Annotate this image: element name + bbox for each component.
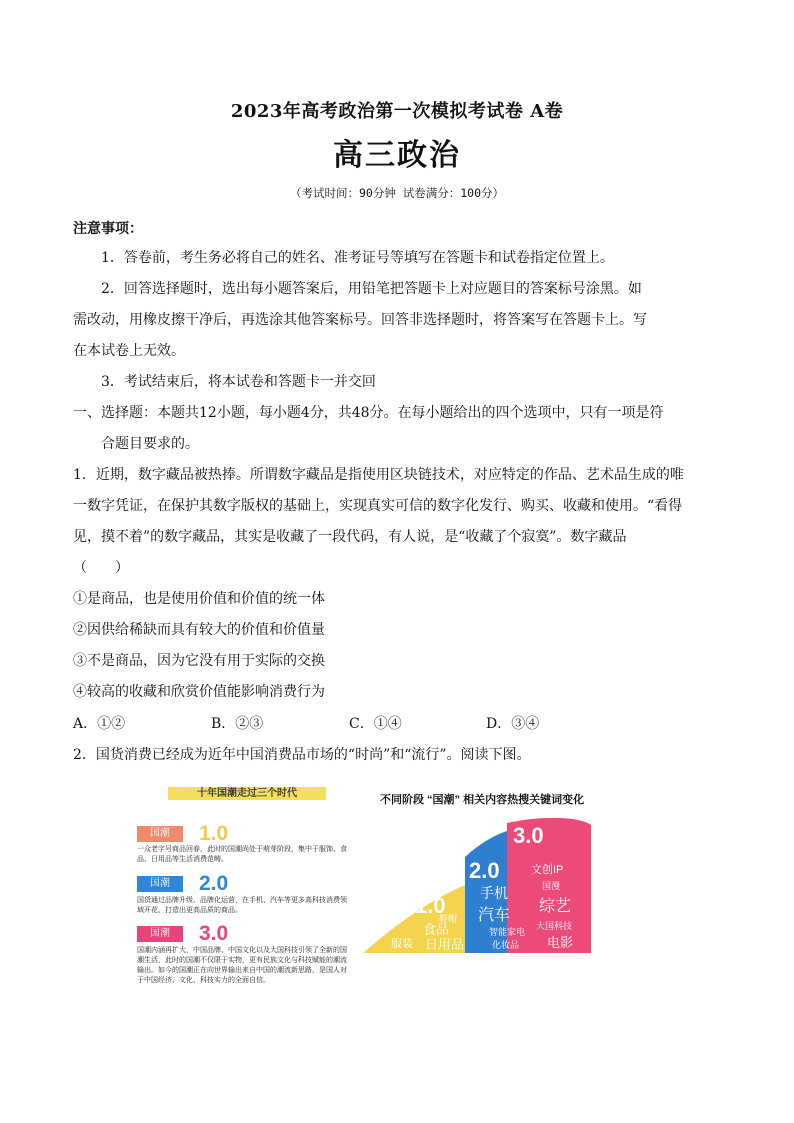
exam-info: （考试时间：90分钟 试卷满分：100分） [289,186,505,200]
q1-option-c: C．①④ [349,716,402,732]
keyword-stage-chart [355,805,600,957]
stage-2-keyword-3: 智能家电 [489,927,526,937]
stage-2-version: 2.0 [469,858,500,883]
q1-statement-3: ③不是商品，因为它没有用于实际的交换 [73,653,325,669]
stage-1-keyword-3: 服装 [391,938,413,950]
stage-1-keyword-2: 食品 [423,922,450,937]
era-2-description: 国货通过品牌升级、品牌化运营，在手机、汽车等更多高科技消费领域开花，打造出更高品质的商品。 [137,897,347,914]
stage-2-keyword-1: 手机 [480,885,508,901]
era-3-tag: 国潮 [137,926,183,942]
stage-3-keyword-5: 电影 [547,935,574,950]
exam-title: 2023年高考政治第一次模拟考试卷 A卷 [230,101,564,122]
era-3-description: 国潮内涵再扩大，中国品牌、中国文化以及大国科技引领了全新的国潮生活，此时的国潮不仅限于实物，更有民族文化与科技赋能的潮流输出。如今的国潮正在向世界输出来自中国的潮流新思路，是国人对于中国经济、文化、科技实力的全面自信。 [137,947,347,984]
q1-option-a: A．①② [73,716,126,732]
q1-option-d: D．③④ [486,716,540,732]
notice-item-2-line-1: 2．回答选择题时，选出每小题答案后，用铅笔把答题卡上对应题目的答案标号涂黑。如 [101,281,642,297]
q1-answer-blank: （ ） [73,560,129,576]
notice-heading: 注意事项： [73,221,143,237]
era-1-tag: 国潮 [137,826,183,842]
q1-statement-2: ②因供给稀缺而具有较大的价值和价值量 [73,622,325,638]
stage-2-keyword-2: 汽车 [478,907,511,924]
notice-item-2-line-2: 需改动，用橡皮擦干净后，再选涂其他答案标号。回答非选择题时，将答案写在答题卡上。写 [73,312,647,328]
era-2-tag: 国潮 [137,876,183,892]
q1-stem-line-3: 见，摸不着”的数字藏品，其实是收藏了一段代码，有人说，是“收藏了个寂寞”。数字藏品 [73,529,627,545]
q1-option-b: B．②③ [211,716,264,732]
stage-3-version: 3.0 [513,823,544,848]
infographic-right-title: 不同阶段 “国潮” 相关内容热搜关键词变化 [380,794,585,806]
section-1-line-1: 一、选择题：本题共12小题，每小题4分，共48分。在每小题给出的四个选项中，只有一项是符 [73,405,664,421]
stage-2-keyword-4: 化妆品 [492,940,520,950]
q2-stem: 2．国货消费已经成为近年中国消费品市场的“时尚”和“流行”。阅读下图。 [73,747,531,763]
notice-item-3: 3．考试结束后，将本试卷和答题卡一并交回 [101,374,376,390]
era-1-description: 一众老字号商品回春，此时的国潮尚处于萌芽阶段，集中于服饰、食品、日用品等生活消费范畴。 [137,846,347,863]
subject-title: 高三政治 [333,138,461,173]
section-1-line-2: 合题目要求的。 [101,436,199,452]
q1-statement-4: ④较高的收藏和欣赏价值能影响消费行为 [73,684,325,700]
stage-3-keyword-3: 综艺 [539,898,572,915]
q1-statement-1: ①是商品，也是使用价值和价值的统一体 [73,591,325,607]
stage-1-keyword-1: 鞋帽 [439,914,458,924]
infographic-left-title: 十年国潮走过三个时代 [197,788,297,799]
era-2-version: 2.0 [199,872,229,895]
stage-3-keyword-2: 国漫 [542,881,561,891]
q1-stem-line-2: 一数字凭证，在保护其数字版权的基础上，实现真实可信的数字化发行、购买、收藏和使用。“看得 [73,498,683,514]
q1-stem-line-1: 1．近期，数字藏品被热捧。所谓数字藏品是指使用区块链技术，对应特定的作品、艺术品生成的唯 [73,467,684,483]
era-3-version: 3.0 [199,922,229,945]
infographic-left-banner [168,787,326,800]
stage-3-keyword-4: 大国科技 [536,921,573,931]
notice-item-1: 1．答卷前，考生务必将自己的姓名、准考证号等填写在答题卡和试卷指定位置上。 [101,250,614,266]
era-1-version: 1.0 [199,822,229,845]
stage-3-keyword-1: 文创IP [531,864,564,876]
stage-1-version: 1.0 [415,893,446,918]
stage-1-keyword-4: 日用品 [425,937,465,952]
notice-item-2-line-3: 在本试卷上无效。 [73,343,185,359]
